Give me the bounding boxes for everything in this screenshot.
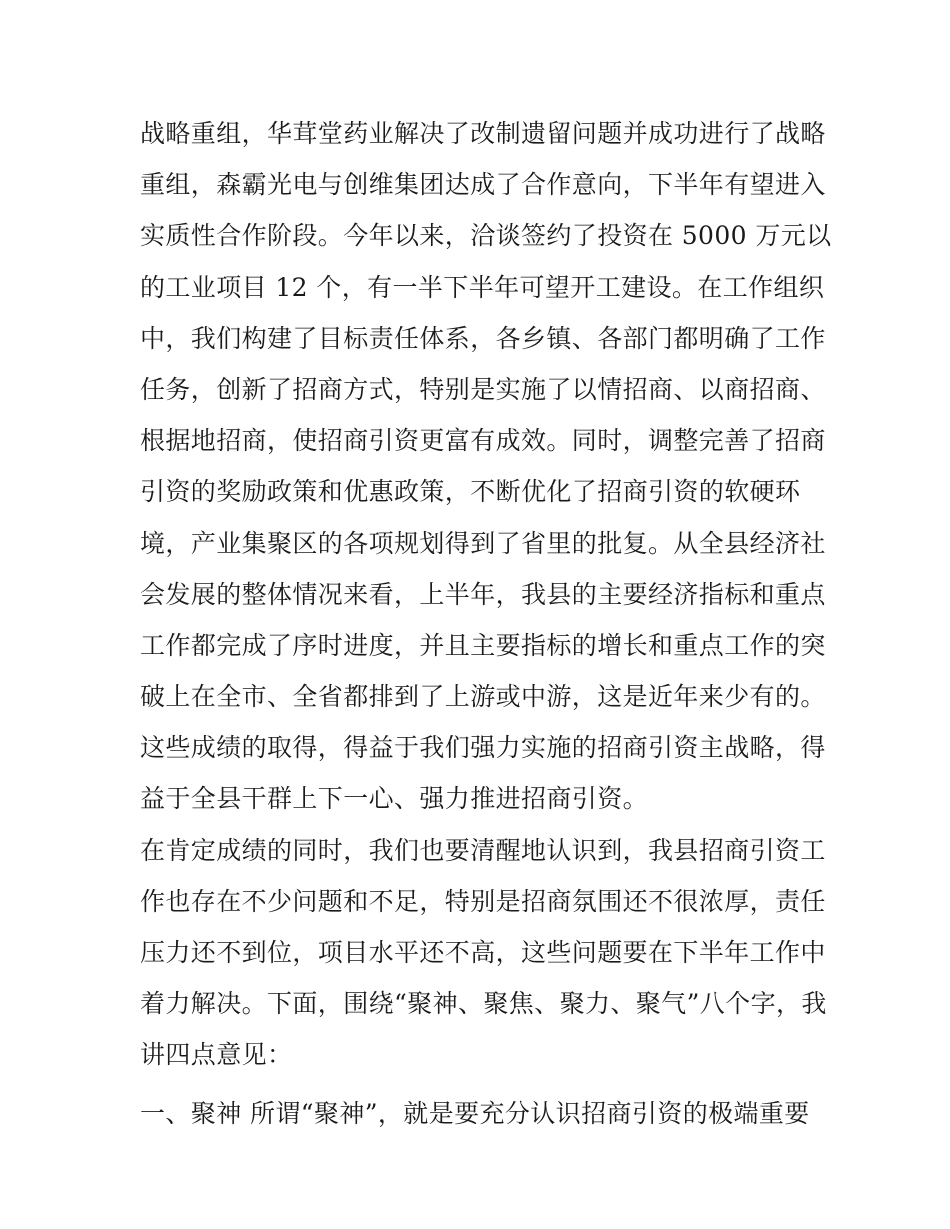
text-line: 压力还不到位，项目水平还不高，这些问题要在下半年工作中 bbox=[140, 938, 826, 967]
text-line: 破上在全市、全省都排到了上游或中游，这是近年来少有的。 bbox=[140, 682, 826, 712]
text-line: 根据地招商，使招商引资更富有成效。同时，调整完善了招商 bbox=[140, 426, 826, 456]
text-line: 益于全县干群上下一心、强力推进招商引资。 bbox=[140, 784, 649, 814]
text-line: 的工业项目 12 个，有一半下半年可望开工建设。在工作组织 bbox=[140, 272, 825, 302]
text-line: 作也存在不少问题和不足，特别是招商氛围还不很浓厚，责任 bbox=[140, 886, 826, 916]
section-heading-line: 一、聚神 所谓“聚神”，就是要充分认识招商引资的极端重要 bbox=[140, 1098, 810, 1128]
text-line: 引资的奖励政策和优惠政策，不断优化了招商引资的软硬环 bbox=[140, 477, 801, 507]
text-line: 着力解决。下面，围绕“聚神、聚焦、聚力、聚气”八个字，我 bbox=[140, 989, 827, 1019]
text-line: 中，我们构建了目标责任体系，各乡镇、各部门都明确了工作 bbox=[140, 323, 826, 353]
text-line: 这些成绩的取得，得益于我们强力实施的招商引资主战略，得 bbox=[140, 733, 826, 763]
text-line: 重组，森霸光电与创维集团达成了合作意向，下半年有望进入 bbox=[140, 170, 826, 200]
text-line: 实质性合作阶段。今年以来，洽谈签约了投资在 5000 万元以 bbox=[140, 221, 832, 251]
text-line: 战略重组，华茸堂药业解决了改制遗留问题并成功进行了战略 bbox=[140, 119, 826, 148]
text-line: 境，产业集聚区的各项规划得到了省里的批复。从全县经济社 bbox=[140, 528, 826, 558]
text-line: 工作都完成了序时进度，并且主要指标的增长和重点工作的突 bbox=[140, 630, 826, 660]
text-line: 任务，创新了招商方式，特别是实施了以情招商、以商招商、 bbox=[140, 374, 826, 404]
text-line: 在肯定成绩的同时，我们也要清醒地认识到，我县招商引资工 bbox=[140, 835, 826, 865]
text-line: 会发展的整体情况来看，上半年，我县的主要经济指标和重点 bbox=[140, 579, 826, 609]
body-text bbox=[140, 108, 832, 1139]
text-line: 讲四点意见： bbox=[140, 1040, 293, 1070]
